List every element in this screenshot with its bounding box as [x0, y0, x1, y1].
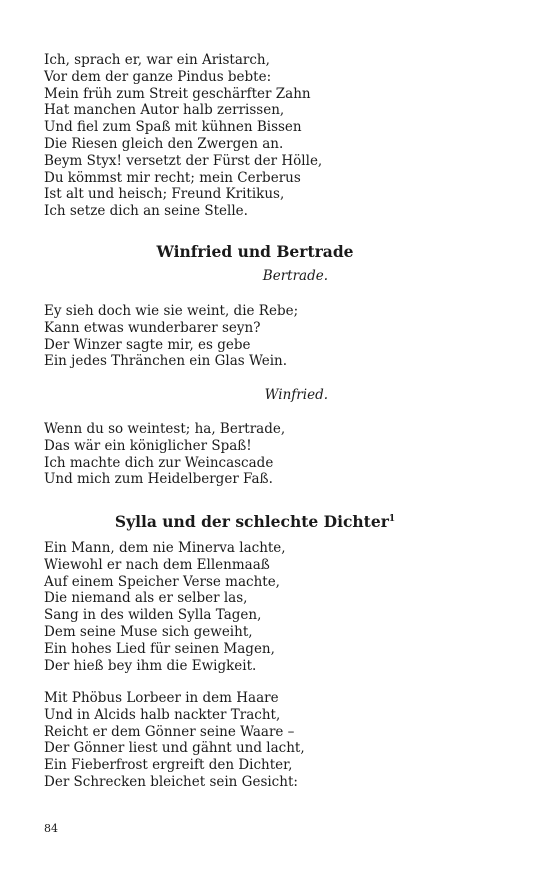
- footnote-mark: 1: [388, 513, 396, 524]
- verse-line: Ein hohes Lied für seinen Magen,: [44, 640, 275, 657]
- verse-line: Wiewohl er nach dem Ellenmaaß: [44, 556, 270, 573]
- verse-line: Und fiel zum Spaß mit kühnen Bissen: [44, 119, 302, 136]
- stanza-winfried: [44, 421, 285, 488]
- verse-line: Du kömmst mir recht; mein Cerberus: [44, 169, 301, 186]
- verse-line: Vor dem der ganze Pindus bebte:: [44, 68, 272, 85]
- verse-line: Und mich zum Heidelberger Faß.: [44, 471, 273, 488]
- verse-line: Der Gönner liest und gähnt und lacht,: [44, 740, 305, 757]
- verse-line: Ist alt und heisch; Freund Kritikus,: [44, 186, 285, 203]
- verse-line: Das wär ein königlicher Spaß!: [44, 437, 252, 454]
- verse-line: Ich setze dich an seine Stelle.: [44, 203, 248, 220]
- verse-line: Kann etwas wunderbarer seyn?: [44, 319, 261, 336]
- verse-line: Wenn du so weintest; ha, Bertrade,: [44, 421, 286, 437]
- verse-line: Ein jedes Thränchen ein Glas Wein.: [44, 353, 288, 370]
- verse-line: Auf einem Speicher Verse machte,: [44, 573, 280, 590]
- verse-line: Hat manchen Autor halb zerrissen,: [44, 102, 285, 119]
- verse-line: Dem seine Muse sich geweiht,: [44, 623, 253, 640]
- stanza-aristarch: [44, 52, 322, 220]
- stanza-sylla-1: [44, 540, 286, 674]
- verse-line: Beym Styx! versetzt der Fürst der Hölle,: [44, 152, 323, 169]
- speaker-bertrade: Bertrade.: [262, 268, 328, 284]
- verse-line: Die niemand als er selber las,: [44, 590, 248, 607]
- poem-title-sylla: [44, 512, 466, 531]
- verse-line: Ein Fieberfrost ergreift den Dichter,: [44, 757, 293, 774]
- stanza-sylla-2: [44, 690, 305, 791]
- verse-line: Der Winzer sagte mir, es gebe: [44, 336, 251, 353]
- verse-line: Ey sieh doch wie sie weint, die Rebe;: [44, 303, 299, 319]
- verse-line: Mit Phöbus Lorbeer in dem Haare: [44, 690, 279, 706]
- verse-line: Ein Mann, dem nie Minerva lachte,: [44, 540, 286, 556]
- verse-line: Mein früh zum Streit geschärfter Zahn: [44, 85, 311, 102]
- speaker-winfried: Winfried.: [264, 387, 328, 403]
- verse-line: Sang in des wilden Sylla Tagen,: [44, 607, 262, 624]
- verse-line: Der hieß bey ihm die Ewigkeit.: [44, 657, 257, 674]
- verse-line: Und in Alcids halb nackter Tracht,: [44, 706, 281, 723]
- stanza-bertrade: [44, 303, 298, 370]
- poem-title-text: Sylla und der schlechte Dichter: [114, 512, 389, 531]
- verse-line: Die Riesen gleich den Zwergen an.: [44, 135, 284, 152]
- verse-line: Ich machte dich zur Weincascade: [44, 454, 274, 471]
- verse-line: Der Schrecken bleichet sein Gesicht:: [44, 773, 298, 790]
- verse-line: Ich, sprach er, war ein Aristarch,: [44, 52, 270, 68]
- poem-title-winfried: Winfried und Bertrade: [156, 242, 354, 261]
- page-number: 84: [44, 822, 58, 835]
- verse-line: Reicht er dem Gönner seine Waare –: [44, 723, 295, 740]
